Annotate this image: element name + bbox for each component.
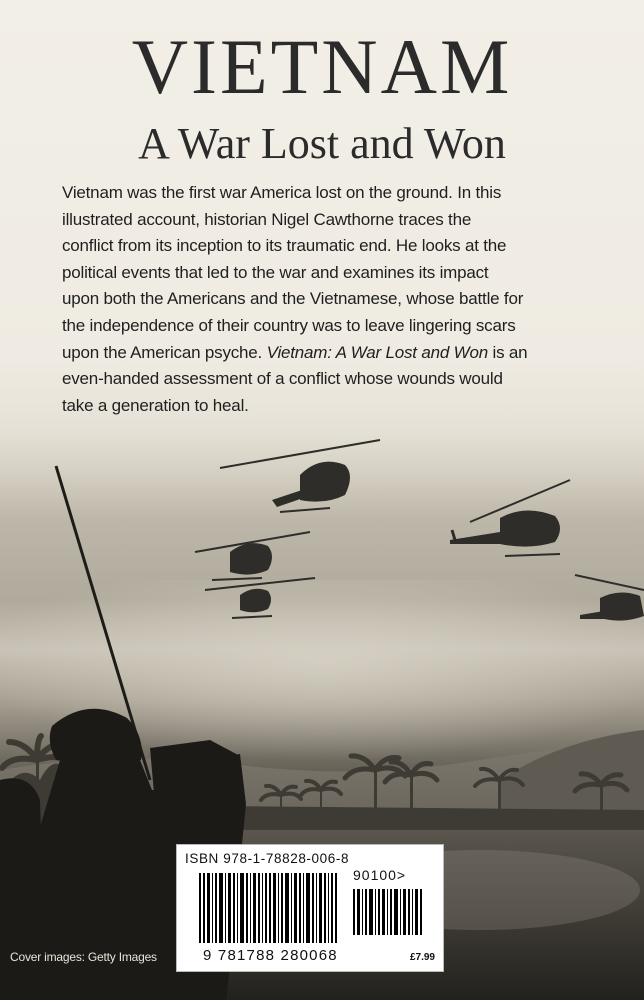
- price-barcode-bars: [353, 889, 429, 935]
- barcode-bars: [199, 873, 349, 943]
- blurb-line: take a generation to heal.: [62, 395, 249, 415]
- blurb-line: illustrated account, historian Nigel Cawthorne traces the: [62, 209, 472, 229]
- blurb-line: political events that led to the war and examines its impact: [62, 262, 489, 282]
- blurb-text: [62, 180, 602, 419]
- price-code: 90100>: [353, 867, 407, 883]
- price-label: £7.99: [409, 952, 435, 963]
- blurb-line: conflict from its inception to its traumatic end. He looks at the: [62, 236, 507, 256]
- book-title: VIETNAM: [131, 23, 513, 110]
- blurb-line: [62, 340, 602, 367]
- helicopter-silhouette: [450, 480, 570, 556]
- helicopter-silhouette: [220, 440, 380, 512]
- blurb-line: even-handed assessment of a conflict whose wounds would: [62, 369, 503, 389]
- image-credit: Cover images: Getty Images: [10, 950, 157, 964]
- blurb-line: the independence of their country was to leave lingering scars: [62, 315, 516, 335]
- ean-digits: 9 781788 280068: [203, 947, 338, 964]
- blurb-text-fragment: is an: [488, 342, 528, 362]
- helicopter-silhouette: [195, 532, 310, 580]
- blurb-line: Vietnam was the first war America lost on the ground. In this: [62, 183, 502, 202]
- blurb-text-fragment: upon the American psyche.: [62, 342, 267, 362]
- blurb-line: upon both the Americans and the Vietnamese, whose battle for: [62, 289, 524, 309]
- isbn-label: ISBN 978-1-78828-006-8: [185, 851, 350, 866]
- barcode-panel: [176, 844, 444, 972]
- blurb-book-title-italic: Vietnam: A War Lost and Won: [266, 342, 488, 362]
- book-subtitle: A War Lost and Won: [138, 119, 506, 168]
